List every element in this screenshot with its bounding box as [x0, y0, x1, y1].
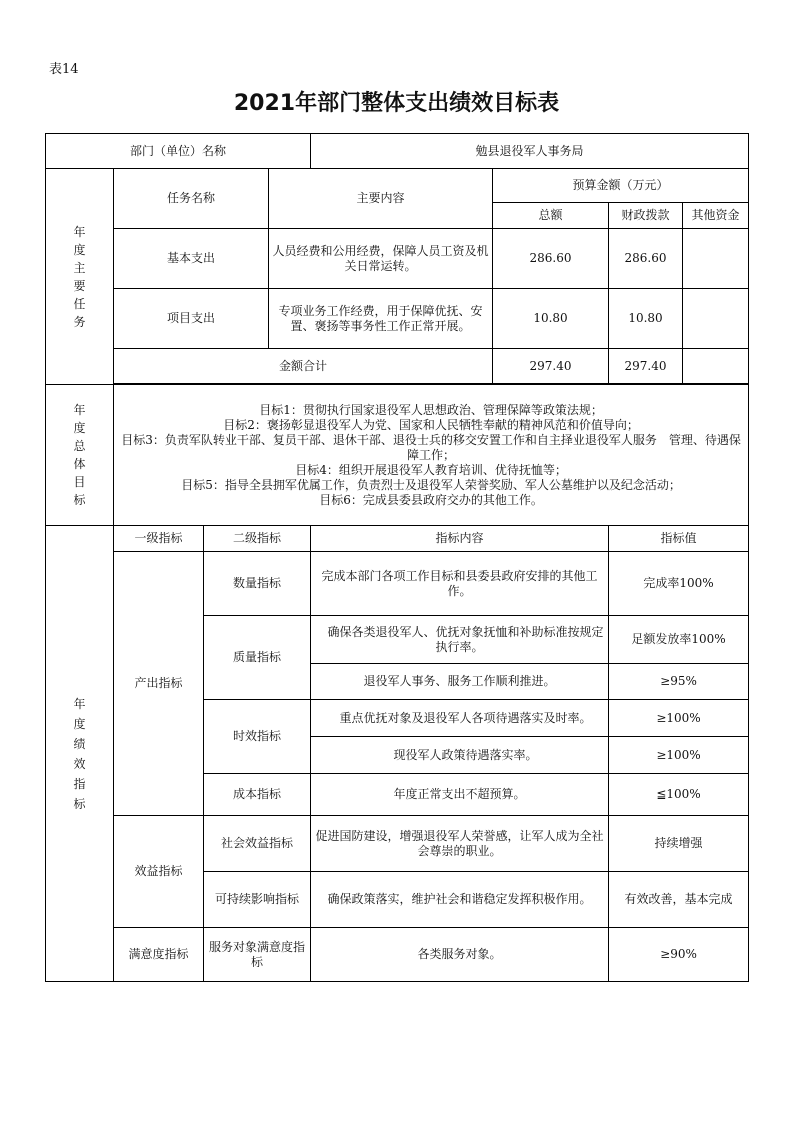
- tasks-header-row: [46, 169, 749, 203]
- col-budget-amount: 预算金额（万元）: [493, 169, 749, 203]
- task-name: 项目支出: [114, 289, 269, 349]
- department-label: 部门（单位）名称: [46, 134, 311, 169]
- col-total: 总额: [493, 203, 609, 229]
- goal-item: 目标2：褒扬彰显退役军人为党、国家和人民牺牲奉献的精神风范和价值导向；: [223, 417, 639, 432]
- task-content: 专项业务工作经费，用于保障优抚、安置、褒扬等事务性工作正常开展。: [269, 289, 493, 349]
- indicator-content: 各类服务对象。: [311, 928, 609, 982]
- table-row: [46, 816, 749, 872]
- table-row: [46, 229, 749, 289]
- performance-target-table: [45, 133, 749, 982]
- overall-goals-content: [114, 385, 749, 526]
- indicator-value: 完成率100%: [609, 552, 749, 616]
- indicator-content: 确保政策落实，维护社会和谐稳定发挥积极作用。: [311, 872, 609, 928]
- sum-row: [46, 349, 749, 384]
- overall-goals-row: [46, 385, 749, 526]
- task-total: 286.60: [493, 229, 609, 289]
- col-level1: 一级指标: [114, 526, 204, 552]
- goal-item: 目标1：贯彻执行国家退役军人思想政治、管理保障等政策法规；: [259, 402, 603, 417]
- task-fiscal: 10.80: [609, 289, 683, 349]
- table-row: [46, 928, 749, 982]
- goal-item: 目标3：负责军队转业干部、复员干部、退休干部、退役士兵的移交安置工作和自主择业退役军人服务 管理、待遇保障工作；: [121, 432, 741, 462]
- indicator-content: 促进国防建设，增强退役军人荣誉感，让军人成为全社会尊崇的职业。: [311, 816, 609, 872]
- task-other: [683, 229, 749, 289]
- task-fiscal: 286.60: [609, 229, 683, 289]
- department-row: [46, 134, 749, 169]
- col-level2: 二级指标: [204, 526, 311, 552]
- overall-goals-section-label: 年度总体目标: [46, 385, 114, 526]
- annual-tasks-section-label: 年度主要任务: [46, 169, 114, 385]
- task-other: [683, 289, 749, 349]
- sum-other: [683, 349, 749, 384]
- indicator-content: 确保各类退役军人、优抚对象抚恤和补助标准按规定执行率。: [311, 616, 609, 664]
- indicator-value: ≥90%: [609, 928, 749, 982]
- indicator-value: ≥100%: [609, 700, 749, 737]
- indicator-content: 年度正常支出不超预算。: [311, 774, 609, 816]
- task-content: 人员经费和公用经费，保障人员工资及机关日常运转。: [269, 229, 493, 289]
- col-indicator-value: 指标值: [609, 526, 749, 552]
- goal-item: 目标5：指导全县拥军优属工作，负责烈士及退役军人荣誉奖励、军人公墓维护以及纪念活动；: [181, 477, 681, 492]
- col-fiscal: 财政拨款: [609, 203, 683, 229]
- form-number: 表14: [49, 62, 79, 77]
- satisfaction-indicators-label: 满意度指标: [114, 928, 204, 982]
- sum-total: 297.40: [493, 349, 609, 384]
- indicator-content: 现役军人政策待遇落实率。: [311, 737, 609, 774]
- output-indicators-label: 产出指标: [114, 552, 204, 816]
- indicator-content: 退役军人事务、服务工作顺利推进。: [311, 664, 609, 700]
- social-benefit-label: 社会效益指标: [204, 816, 311, 872]
- service-satisfaction-label: 服务对象满意度指标: [204, 928, 311, 982]
- col-task-name: 任务名称: [114, 169, 269, 229]
- performance-section-label: 年度绩效指标: [46, 526, 114, 982]
- sustainable-impact-label: 可持续影响指标: [204, 872, 311, 928]
- indicators-header-row: [46, 526, 749, 552]
- task-name: 基本支出: [114, 229, 269, 289]
- goal-item: 目标4：组织开展退役军人教育培训、优待抚恤等；: [295, 462, 567, 477]
- quality-indicator-label: 质量指标: [204, 616, 311, 700]
- sum-label: 金额合计: [114, 349, 493, 384]
- col-main-content: 主要内容: [269, 169, 493, 229]
- indicator-value: 持续增强: [609, 816, 749, 872]
- cost-indicator-label: 成本指标: [204, 774, 311, 816]
- benefit-indicators-label: 效益指标: [114, 816, 204, 928]
- page-title: 2021年部门整体支出绩效目标表: [233, 91, 560, 116]
- goal-item: 目标6：完成县委县政府交办的其他工作。: [319, 492, 543, 507]
- indicator-value: ≥95%: [609, 664, 749, 700]
- table-row: [46, 552, 749, 616]
- col-indicator-content: 指标内容: [311, 526, 609, 552]
- task-total: 10.80: [493, 289, 609, 349]
- table-row: [46, 289, 749, 349]
- timeliness-indicator-label: 时效指标: [204, 700, 311, 774]
- indicator-value: ≦100%: [609, 774, 749, 816]
- sum-fiscal: 297.40: [609, 349, 683, 384]
- col-other-funds: 其他资金: [683, 203, 749, 229]
- indicator-value: 有效改善，基本完成: [609, 872, 749, 928]
- quantity-indicator-label: 数量指标: [204, 552, 311, 616]
- indicator-content: 重点优抚对象及退役军人各项待遇落实及时率。: [311, 700, 609, 737]
- indicator-content: 完成本部门各项工作目标和县委县政府安排的其他工作。: [311, 552, 609, 616]
- indicator-value: ≥100%: [609, 737, 749, 774]
- indicator-value: 足额发放率100%: [609, 616, 749, 664]
- department-value: 勉县退役军人事务局: [311, 134, 749, 169]
